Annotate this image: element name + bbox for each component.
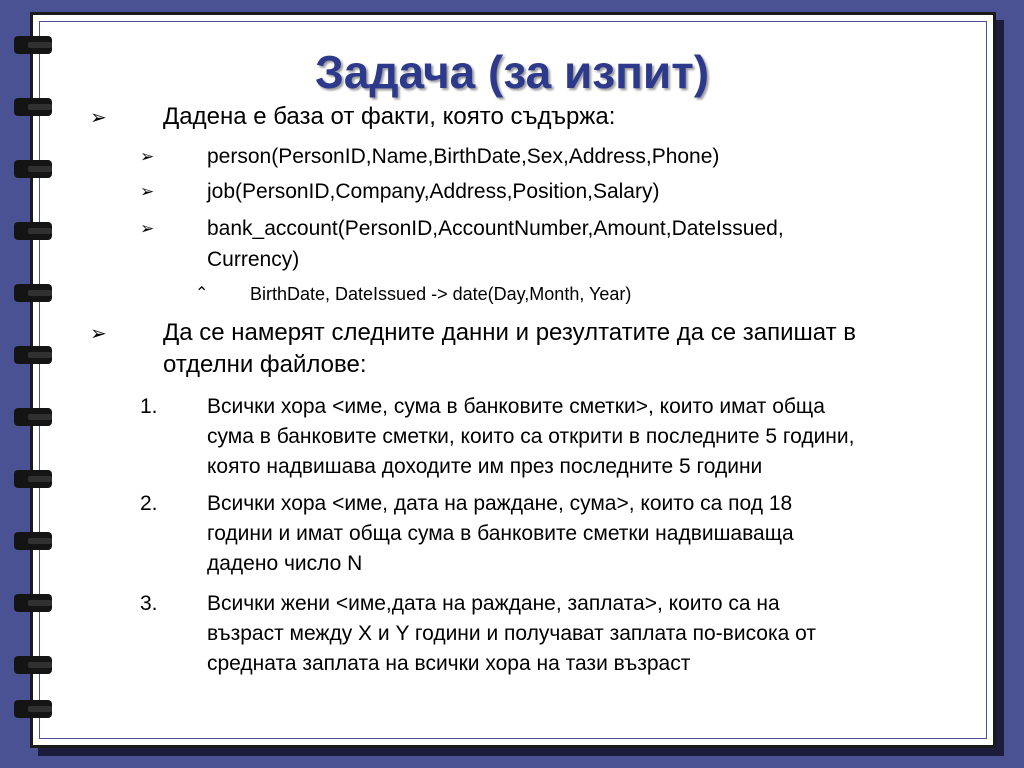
- item-text-line: Currency): [207, 248, 300, 271]
- task-number: 1.: [140, 395, 158, 418]
- binding-ring-icon: [14, 470, 52, 488]
- arrow-bullet-icon: ➢: [90, 323, 107, 345]
- task-text-line: дадено число N: [207, 552, 363, 575]
- binding-ring-icon: [14, 222, 52, 240]
- task-text-line: Всички хора <име, сума в банковите сметки>, които имат обща: [207, 395, 825, 418]
- item-text: BirthDate, DateIssued -> date(Day,Month, Year): [250, 284, 632, 304]
- item-text-line: bank_account(PersonID,AccountNumber,Amount,DateIssued,: [207, 217, 784, 240]
- arrow-bullet-icon: ➢: [140, 219, 155, 238]
- binding-ring-icon: [14, 532, 52, 550]
- binding-ring-icon: [14, 700, 52, 718]
- slide-title: Задача (за изпит): [314, 46, 710, 98]
- task-number: 3.: [140, 592, 158, 615]
- task-text-line: възраст между X и Y години и получават заплата по-висока от: [207, 622, 816, 645]
- task-text-line: Всички хора <име, дата на раждане, сума>, които са под 18: [207, 492, 793, 515]
- task-text-line: която надвишава доходите им през последните 5 години: [207, 455, 763, 478]
- task-text-line: сума в банковите сметки, които са открити в последните 5 години,: [207, 425, 855, 448]
- arrow-bullet-icon: ➢: [140, 182, 155, 201]
- binding-ring-icon: [14, 284, 52, 302]
- item-text: job(PersonID,Company,Address,Position,Salary): [207, 180, 660, 203]
- task-text-line: години и имат обща сума в банковите сметки надвишаваща: [207, 522, 794, 545]
- arrow-bullet-icon: ➢: [90, 107, 107, 129]
- item-text: person(PersonID,Name,BirthDate,Sex,Address,Phone): [207, 145, 720, 168]
- item-text: Дадена е база от факти, която съдържа:: [163, 103, 616, 130]
- task-text-line: Всички жени <име,дата на раждане, заплата>, които са на: [207, 592, 780, 615]
- task-number: 2.: [140, 492, 158, 515]
- binding-ring-icon: [14, 160, 52, 178]
- binding-ring-icon: [14, 346, 52, 364]
- item-text-line: отделни файлове:: [163, 351, 367, 378]
- arrow-bullet-icon: ➢: [140, 147, 155, 166]
- binding-ring-icon: [14, 594, 52, 612]
- item-text-line: Да се намерят следните данни и резултатите да се запишат в: [163, 319, 857, 346]
- task-text-line: средната заплата на всички хора на тази възраст: [207, 652, 691, 675]
- binding-ring-icon: [14, 408, 52, 426]
- binding-ring-icon: [14, 656, 52, 674]
- caret-bullet-icon: ⌃: [195, 285, 209, 302]
